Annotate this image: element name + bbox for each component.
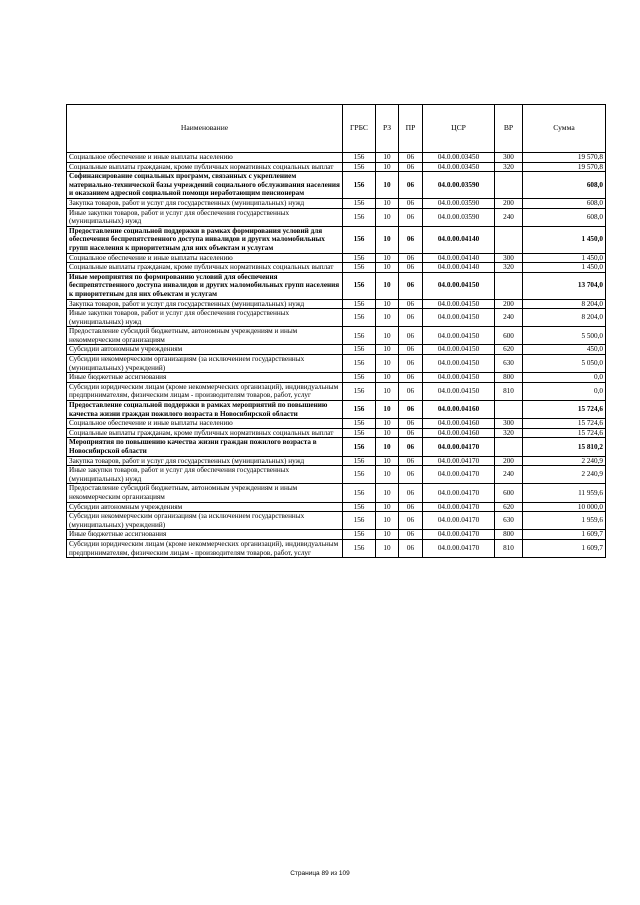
- cell-csr: 04.0.00.04170: [423, 456, 495, 466]
- cell-csr: 04.0.00.04140: [423, 226, 495, 253]
- cell-vr: 240: [495, 466, 523, 484]
- cell-name: Субсидии автономным учреждениям: [67, 502, 343, 512]
- cell-grbs: 156: [343, 438, 376, 456]
- cell-pr: 06: [399, 539, 423, 557]
- cell-grbs: 156: [343, 299, 376, 309]
- cell-sum: 1 609,7: [523, 539, 606, 557]
- cell-vr: 600: [495, 484, 523, 502]
- cell-grbs: 156: [343, 428, 376, 438]
- cell-rz: 10: [376, 253, 399, 263]
- table-row: [67, 484, 606, 502]
- cell-pr: 06: [399, 198, 423, 208]
- cell-vr: 630: [495, 512, 523, 530]
- header-grbs: ГРБС: [343, 105, 376, 153]
- cell-sum: 8 204,0: [523, 299, 606, 309]
- cell-sum: 1 959,6: [523, 512, 606, 530]
- cell-pr: 06: [399, 466, 423, 484]
- cell-name: Предоставление субсидий бюджетным, автономным учреждениям и иным некоммерческим организациям: [67, 327, 343, 345]
- header-name: Наименование: [67, 105, 343, 153]
- table-row: [67, 428, 606, 438]
- cell-vr: 240: [495, 309, 523, 327]
- cell-pr: 06: [399, 172, 423, 199]
- cell-grbs: 156: [343, 539, 376, 557]
- cell-rz: 10: [376, 272, 399, 299]
- table-row: [67, 327, 606, 345]
- cell-pr: 06: [399, 345, 423, 355]
- cell-pr: 06: [399, 428, 423, 438]
- cell-name: Иные закупки товаров, работ и услуг для обеспечения государственных (муниципальных) нужд: [67, 466, 343, 484]
- cell-sum: 15 810,2: [523, 438, 606, 456]
- table-row: [67, 153, 606, 163]
- cell-sum: 608,0: [523, 208, 606, 226]
- cell-csr: 04.0.00.04170: [423, 484, 495, 502]
- cell-rz: 10: [376, 263, 399, 273]
- cell-vr: [495, 226, 523, 253]
- cell-rz: 10: [376, 512, 399, 530]
- cell-rz: 10: [376, 299, 399, 309]
- cell-rz: 10: [376, 208, 399, 226]
- table-row: [67, 162, 606, 172]
- cell-vr: [495, 172, 523, 199]
- cell-pr: 06: [399, 272, 423, 299]
- table-row: [67, 309, 606, 327]
- cell-vr: 320: [495, 162, 523, 172]
- cell-sum: 10 000,0: [523, 502, 606, 512]
- cell-grbs: 156: [343, 327, 376, 345]
- cell-vr: 320: [495, 428, 523, 438]
- cell-grbs: 156: [343, 208, 376, 226]
- cell-sum: 608,0: [523, 172, 606, 199]
- cell-vr: 800: [495, 530, 523, 540]
- cell-grbs: 156: [343, 456, 376, 466]
- table-row: [67, 373, 606, 383]
- table-row: [67, 299, 606, 309]
- cell-vr: 620: [495, 502, 523, 512]
- table-row: [67, 530, 606, 540]
- table-header-row: [67, 105, 606, 153]
- cell-name: Социальное обеспечение и иные выплаты населению: [67, 153, 343, 163]
- cell-name: Социальное обеспечение и иные выплаты населению: [67, 419, 343, 429]
- cell-grbs: 156: [343, 309, 376, 327]
- cell-name: Субсидии автономным учреждениям: [67, 345, 343, 355]
- cell-csr: 04.0.00.04150: [423, 382, 495, 400]
- cell-vr: 320: [495, 263, 523, 273]
- cell-rz: 10: [376, 153, 399, 163]
- cell-grbs: 156: [343, 153, 376, 163]
- cell-name: Иные бюджетные ассигнования: [67, 530, 343, 540]
- cell-sum: 1 609,7: [523, 530, 606, 540]
- cell-csr: 04.0.00.04170: [423, 539, 495, 557]
- cell-pr: 06: [399, 502, 423, 512]
- cell-name: Закупка товаров, работ и услуг для государственных (муниципальных) нужд: [67, 299, 343, 309]
- cell-rz: 10: [376, 382, 399, 400]
- cell-grbs: 156: [343, 253, 376, 263]
- cell-name: Софинансирование социальных программ, связанных с укреплением материально-технической базы учреждений социального обслуживания населения и оказанием адресной социальной помощи неработающим пенсионерам: [67, 172, 343, 199]
- cell-grbs: 156: [343, 373, 376, 383]
- cell-pr: 06: [399, 253, 423, 263]
- cell-pr: 06: [399, 263, 423, 273]
- cell-sum: 15 724,6: [523, 419, 606, 429]
- cell-grbs: 156: [343, 530, 376, 540]
- cell-sum: 19 570,8: [523, 162, 606, 172]
- cell-grbs: 156: [343, 512, 376, 530]
- cell-sum: 1 450,0: [523, 253, 606, 263]
- cell-csr: 04.0.00.04140: [423, 263, 495, 273]
- cell-name: Иные закупки товаров, работ и услуг для обеспечения государственных (муниципальных) нужд: [67, 208, 343, 226]
- cell-pr: 06: [399, 456, 423, 466]
- cell-pr: 06: [399, 438, 423, 456]
- cell-name: Иные бюджетные ассигнования: [67, 373, 343, 383]
- cell-rz: 10: [376, 162, 399, 172]
- cell-rz: 10: [376, 456, 399, 466]
- cell-csr: 04.0.00.04150: [423, 327, 495, 345]
- cell-rz: 10: [376, 484, 399, 502]
- cell-csr: 04.0.00.04150: [423, 345, 495, 355]
- cell-csr: 04.0.00.04150: [423, 272, 495, 299]
- cell-name: Предоставление социальной поддержки в рамках мероприятий по повышению качества жизни граждан пожилого возраста в Новосибирской области: [67, 401, 343, 419]
- cell-rz: 10: [376, 401, 399, 419]
- cell-sum: 8 204,0: [523, 309, 606, 327]
- table-row: [67, 198, 606, 208]
- cell-pr: 06: [399, 512, 423, 530]
- header-vr: ВР: [495, 105, 523, 153]
- cell-vr: 800: [495, 373, 523, 383]
- table-row: [67, 466, 606, 484]
- cell-csr: 04.0.00.04170: [423, 438, 495, 456]
- cell-csr: 04.0.00.04160: [423, 401, 495, 419]
- table-row: [67, 355, 606, 373]
- cell-name: Мероприятия по повышению качества жизни граждан пожилого возраста в Новосибирской области: [67, 438, 343, 456]
- table-row: [67, 502, 606, 512]
- cell-pr: 06: [399, 162, 423, 172]
- table-row: [67, 539, 606, 557]
- cell-name: Субсидии некоммерческим организациям (за исключением государственных (муниципальных) учреждений): [67, 355, 343, 373]
- cell-rz: 10: [376, 428, 399, 438]
- cell-vr: 200: [495, 198, 523, 208]
- cell-name: Предоставление субсидий бюджетным, автономным учреждениям и иным некоммерческим организациям: [67, 484, 343, 502]
- cell-name: Иные мероприятия по формированию условий для обеспечения беспрепятственного доступа инвалидов и других маломобильных групп населения к приоритетным для них объектам и услугам: [67, 272, 343, 299]
- cell-rz: 10: [376, 502, 399, 512]
- cell-name: Субсидии некоммерческим организациям (за исключением государственных (муниципальных) учреждений): [67, 512, 343, 530]
- cell-sum: 19 570,8: [523, 153, 606, 163]
- cell-sum: 11 959,6: [523, 484, 606, 502]
- cell-csr: 04.0.00.04170: [423, 466, 495, 484]
- cell-csr: 04.0.00.04140: [423, 253, 495, 263]
- cell-sum: 15 724,6: [523, 428, 606, 438]
- page-number: Страница 89 из 109: [290, 870, 350, 877]
- cell-sum: 5 050,0: [523, 355, 606, 373]
- cell-vr: 300: [495, 419, 523, 429]
- cell-pr: 06: [399, 401, 423, 419]
- cell-sum: 2 240,9: [523, 456, 606, 466]
- table-row: [67, 401, 606, 419]
- cell-csr: 04.0.00.04170: [423, 530, 495, 540]
- table-row: [67, 272, 606, 299]
- cell-csr: 04.0.00.04150: [423, 355, 495, 373]
- cell-csr: 04.0.00.03450: [423, 153, 495, 163]
- cell-grbs: 156: [343, 466, 376, 484]
- header-csr: ЦСР: [423, 105, 495, 153]
- cell-rz: 10: [376, 345, 399, 355]
- cell-pr: 06: [399, 419, 423, 429]
- table-body: [67, 153, 606, 558]
- cell-grbs: 156: [343, 401, 376, 419]
- cell-csr: 04.0.00.04150: [423, 373, 495, 383]
- cell-rz: 10: [376, 172, 399, 199]
- table-row: [67, 382, 606, 400]
- cell-csr: 04.0.00.04150: [423, 309, 495, 327]
- cell-vr: 810: [495, 382, 523, 400]
- cell-grbs: 156: [343, 172, 376, 199]
- cell-grbs: 156: [343, 484, 376, 502]
- cell-grbs: 156: [343, 345, 376, 355]
- cell-vr: [495, 401, 523, 419]
- cell-pr: 06: [399, 153, 423, 163]
- cell-grbs: 156: [343, 419, 376, 429]
- cell-csr: 04.0.00.03450: [423, 162, 495, 172]
- cell-sum: 0,0: [523, 373, 606, 383]
- cell-vr: 620: [495, 345, 523, 355]
- table-row: [67, 512, 606, 530]
- cell-vr: 630: [495, 355, 523, 373]
- cell-csr: 04.0.00.04170: [423, 512, 495, 530]
- header-rz: РЗ: [376, 105, 399, 153]
- cell-vr: [495, 272, 523, 299]
- cell-name: Субсидии юридическим лицам (кроме некоммерческих организаций), индивидуальным предпринимателям, физическим лицам - производителям товаров, работ, услуг: [67, 382, 343, 400]
- cell-name: Социальные выплаты гражданам, кроме публичных нормативных социальных выплат: [67, 162, 343, 172]
- cell-vr: 300: [495, 153, 523, 163]
- table-row: [67, 419, 606, 429]
- cell-sum: 13 704,0: [523, 272, 606, 299]
- cell-name: Социальное обеспечение и иные выплаты населению: [67, 253, 343, 263]
- header-pr: ПР: [399, 105, 423, 153]
- cell-name: Социальные выплаты гражданам, кроме публичных нормативных социальных выплат: [67, 428, 343, 438]
- cell-sum: 15 724,6: [523, 401, 606, 419]
- cell-rz: 10: [376, 419, 399, 429]
- cell-rz: 10: [376, 327, 399, 345]
- cell-grbs: 156: [343, 162, 376, 172]
- table-row: [67, 456, 606, 466]
- cell-csr: 04.0.00.03590: [423, 198, 495, 208]
- cell-name: Предоставление социальной поддержки в рамках формирования условий для обеспечения беспрепятственного доступа инвалидов и других маломобильных групп населения к приоритетным для них объектам и услугам: [67, 226, 343, 253]
- cell-grbs: 156: [343, 226, 376, 253]
- cell-pr: 06: [399, 355, 423, 373]
- cell-csr: 04.0.00.04160: [423, 419, 495, 429]
- table-row: [67, 345, 606, 355]
- cell-rz: 10: [376, 466, 399, 484]
- cell-pr: 06: [399, 382, 423, 400]
- cell-csr: 04.0.00.03590: [423, 208, 495, 226]
- cell-grbs: 156: [343, 272, 376, 299]
- cell-csr: 04.0.00.03590: [423, 172, 495, 199]
- cell-pr: 06: [399, 299, 423, 309]
- cell-pr: 06: [399, 226, 423, 253]
- table-row: [67, 263, 606, 273]
- cell-grbs: 156: [343, 263, 376, 273]
- cell-vr: 200: [495, 299, 523, 309]
- cell-name: Закупка товаров, работ и услуг для государственных (муниципальных) нужд: [67, 198, 343, 208]
- budget-table: [66, 104, 606, 558]
- cell-sum: 608,0: [523, 198, 606, 208]
- cell-csr: 04.0.00.04150: [423, 299, 495, 309]
- cell-name: Субсидии юридическим лицам (кроме некоммерческих организаций), индивидуальным предпринимателям, физическим лицам - производителям товаров, работ, услуг: [67, 539, 343, 557]
- cell-csr: 04.0.00.04160: [423, 428, 495, 438]
- table-row: [67, 172, 606, 199]
- table-row: [67, 226, 606, 253]
- cell-name: Иные закупки товаров, работ и услуг для обеспечения государственных (муниципальных) нужд: [67, 309, 343, 327]
- cell-sum: 1 450,0: [523, 263, 606, 273]
- cell-rz: 10: [376, 373, 399, 383]
- table-row: [67, 438, 606, 456]
- cell-vr: 240: [495, 208, 523, 226]
- cell-grbs: 156: [343, 198, 376, 208]
- cell-rz: 10: [376, 355, 399, 373]
- cell-sum: 2 240,9: [523, 466, 606, 484]
- cell-name: Закупка товаров, работ и услуг для государственных (муниципальных) нужд: [67, 456, 343, 466]
- cell-pr: 06: [399, 309, 423, 327]
- cell-grbs: 156: [343, 355, 376, 373]
- cell-sum: 450,0: [523, 345, 606, 355]
- cell-rz: 10: [376, 226, 399, 253]
- cell-vr: 200: [495, 456, 523, 466]
- cell-vr: 600: [495, 327, 523, 345]
- cell-rz: 10: [376, 309, 399, 327]
- cell-rz: 10: [376, 438, 399, 456]
- cell-pr: 06: [399, 208, 423, 226]
- table-row: [67, 253, 606, 263]
- table-row: [67, 208, 606, 226]
- cell-grbs: 156: [343, 502, 376, 512]
- cell-pr: 06: [399, 373, 423, 383]
- cell-sum: 1 450,0: [523, 226, 606, 253]
- cell-vr: 810: [495, 539, 523, 557]
- cell-csr: 04.0.00.04170: [423, 502, 495, 512]
- cell-sum: 0,0: [523, 382, 606, 400]
- cell-pr: 06: [399, 327, 423, 345]
- cell-name: Социальные выплаты гражданам, кроме публичных нормативных социальных выплат: [67, 263, 343, 273]
- cell-pr: 06: [399, 530, 423, 540]
- cell-pr: 06: [399, 484, 423, 502]
- cell-rz: 10: [376, 530, 399, 540]
- cell-rz: 10: [376, 198, 399, 208]
- header-sum: Сумма: [523, 105, 606, 153]
- cell-vr: 300: [495, 253, 523, 263]
- cell-rz: 10: [376, 539, 399, 557]
- cell-vr: [495, 438, 523, 456]
- cell-grbs: 156: [343, 382, 376, 400]
- cell-sum: 5 500,0: [523, 327, 606, 345]
